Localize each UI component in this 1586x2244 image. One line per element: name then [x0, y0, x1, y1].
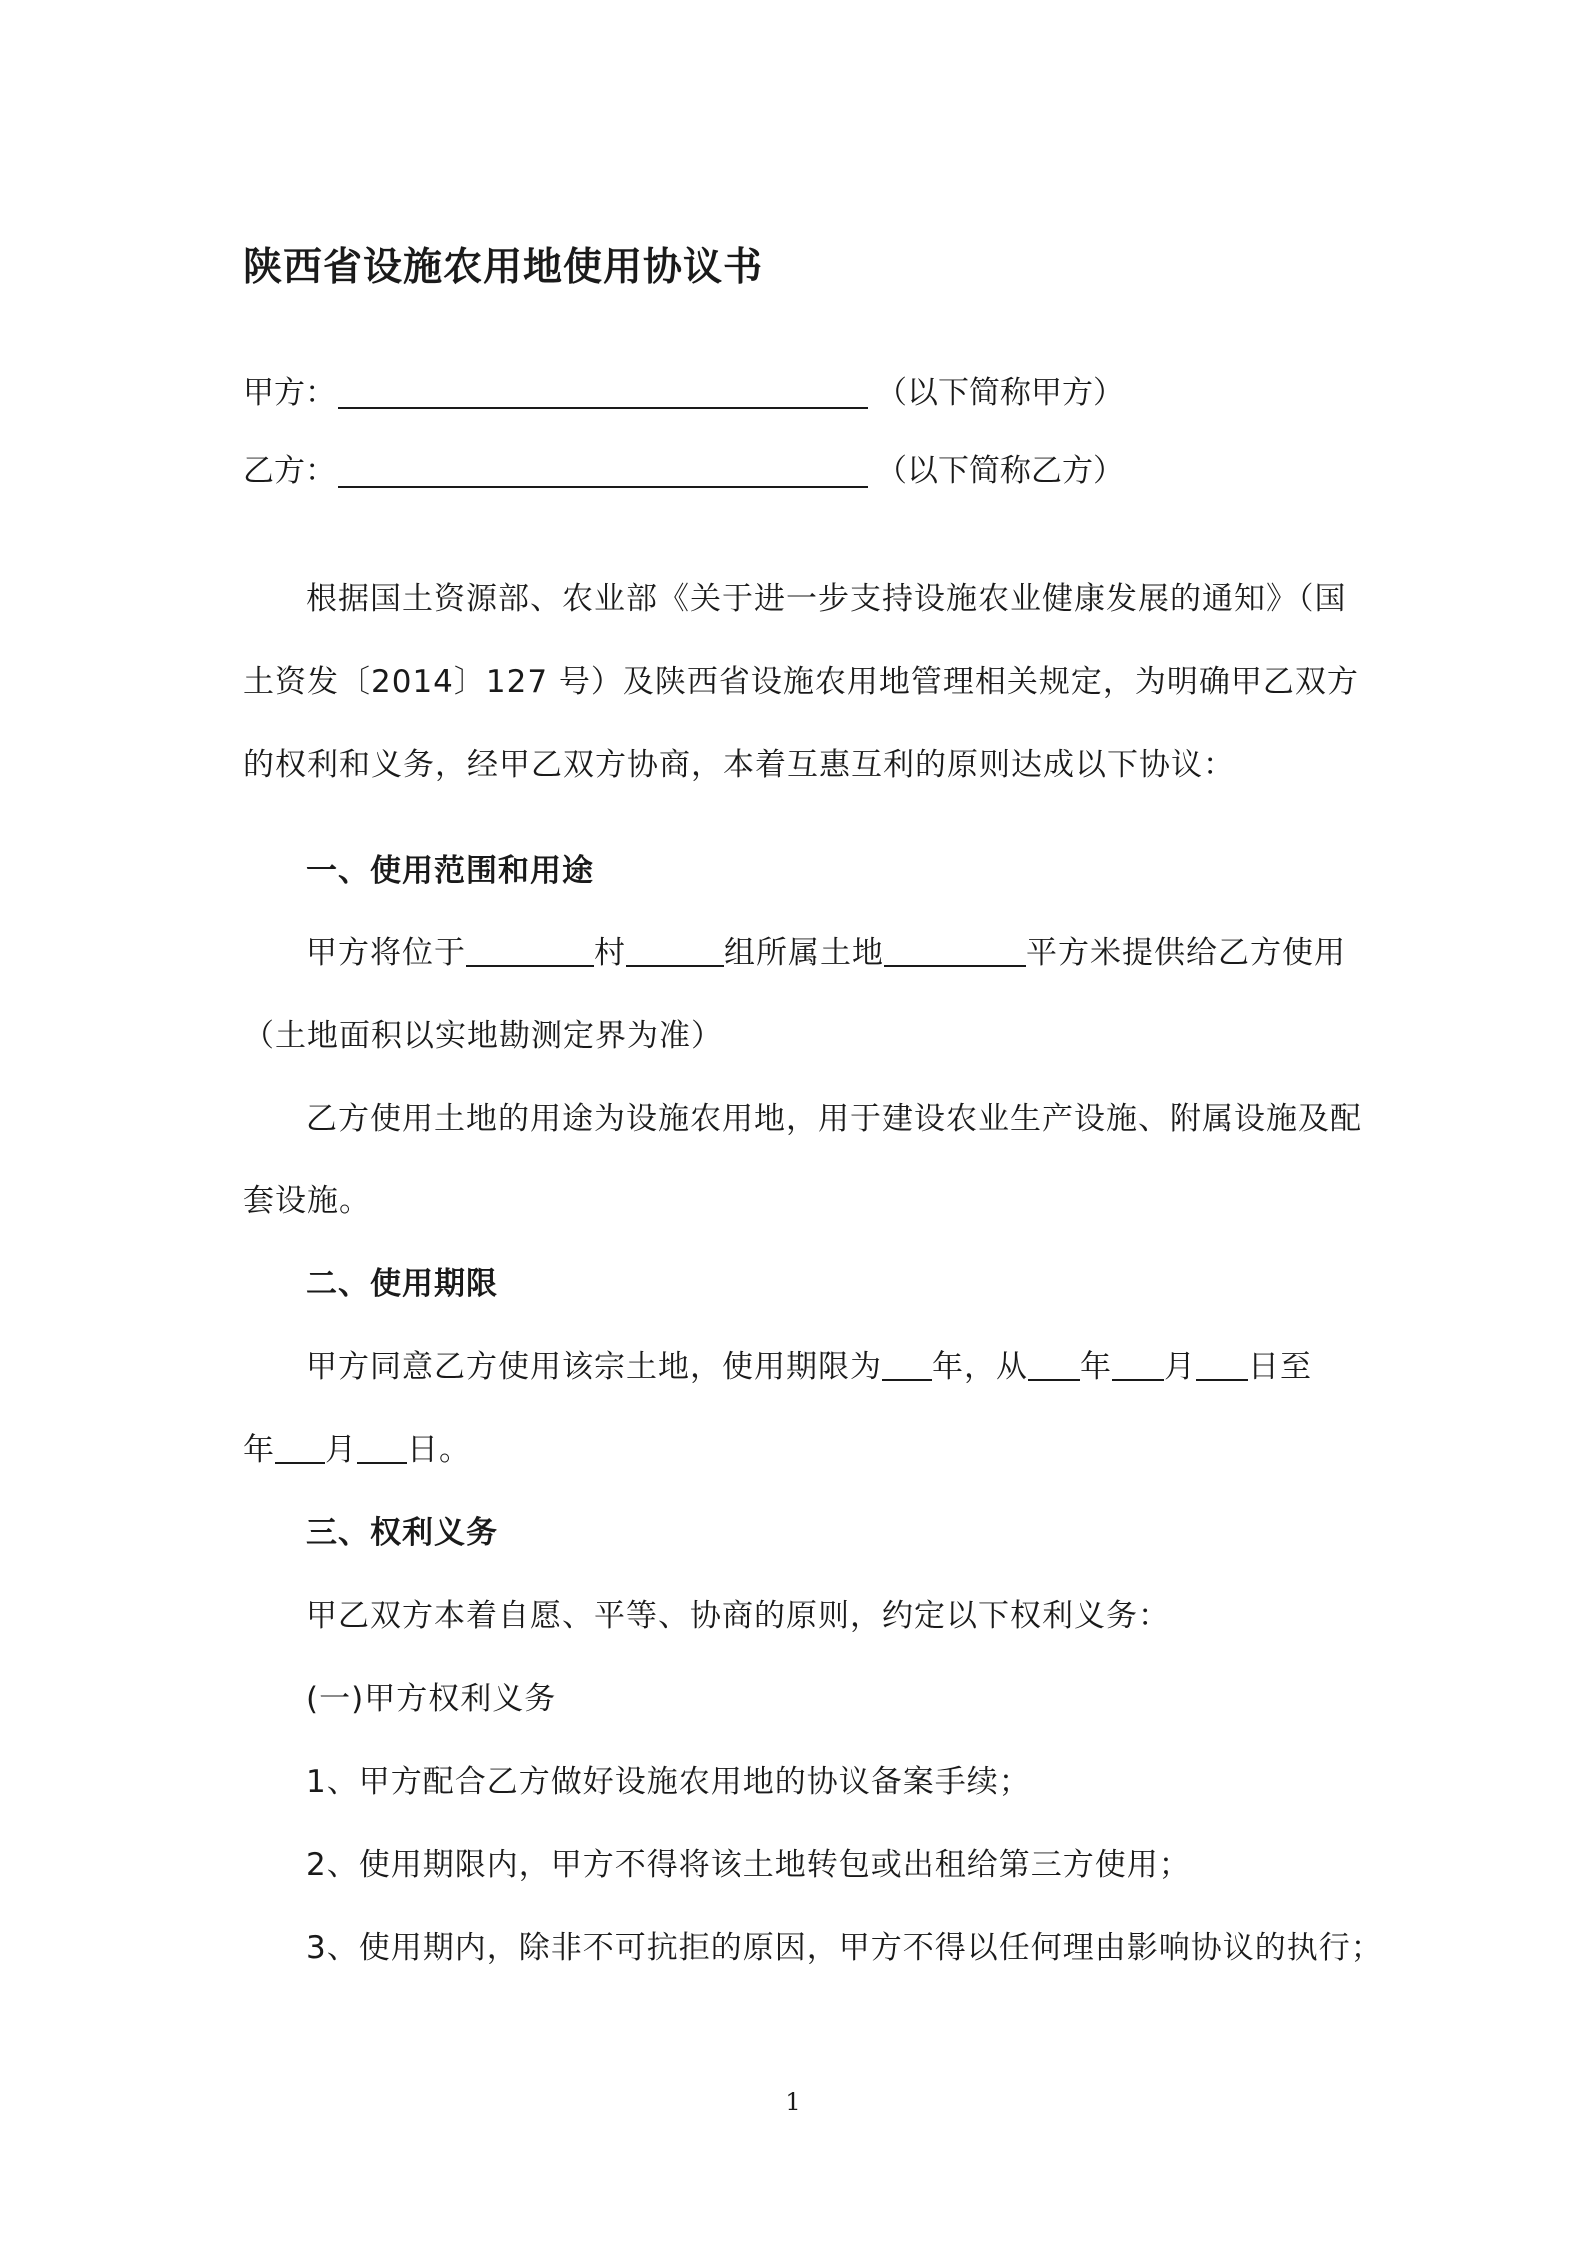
- section-2-text-g: 月: [325, 1432, 357, 1468]
- section-1-text-b: 村: [594, 935, 626, 971]
- party-a-label: 甲方：: [243, 375, 336, 411]
- document-title: 陕西省设施农用地使用协议书: [243, 245, 764, 290]
- section-2-text-h: 日。: [407, 1432, 471, 1468]
- section-1-paragraph-1: [306, 927, 1346, 972]
- intro-line-3: 的权利和义务，经甲乙双方协商，本着互惠互利的原则达成以下协议：: [243, 747, 1235, 783]
- section-1-heading: 一、使用范围和用途: [306, 853, 594, 889]
- party-b-note: （以下简称乙方）: [876, 453, 1124, 489]
- village-blank[interactable]: [466, 935, 594, 967]
- section-2-paragraph-line-2: [243, 1424, 471, 1469]
- party-b-label: 乙方：: [243, 453, 336, 489]
- section-3-item-2: 2、使用期限内，甲方不得将该土地转包或出租给第三方使用；: [306, 1847, 1191, 1883]
- section-1-text-c: 组所属土地: [724, 935, 884, 971]
- section-2-text-a: 甲方同意乙方使用该宗土地，使用期限为: [306, 1349, 882, 1385]
- start-month-blank[interactable]: [1112, 1349, 1164, 1381]
- section-1-paragraph-2-line-1: 乙方使用土地的用途为设施农用地，用于建设农业生产设施、附属设施及配: [306, 1101, 1362, 1137]
- start-year-blank[interactable]: [1028, 1349, 1080, 1381]
- party-b-blank[interactable]: [338, 486, 868, 488]
- intro-line-2: 土资发〔2014〕127 号）及陕西省设施农用地管理相关规定，为明确甲乙双方: [243, 664, 1359, 700]
- start-day-blank[interactable]: [1196, 1349, 1248, 1381]
- section-3-subheading-1: (一)甲方权利义务: [306, 1681, 557, 1717]
- section-1-paragraph-1-line-2: （土地面积以实地勘测定界为准）: [243, 1018, 723, 1054]
- party-a-note: （以下简称甲方）: [876, 375, 1124, 411]
- section-2-text-d: 月: [1164, 1349, 1196, 1385]
- section-3-item-3: 3、使用期内，除非不可抗拒的原因，甲方不得以任何理由影响协议的执行；: [306, 1930, 1383, 1966]
- end-day-blank[interactable]: [357, 1432, 407, 1464]
- section-3-heading: 三、权利义务: [306, 1515, 498, 1551]
- area-blank[interactable]: [884, 935, 1026, 967]
- term-years-blank[interactable]: [882, 1349, 932, 1381]
- section-1-paragraph-2-line-2: 套设施。: [243, 1183, 371, 1219]
- section-2-text-c: 年: [1080, 1349, 1112, 1385]
- section-2-text-b: 年，从: [932, 1349, 1028, 1385]
- section-2-heading: 二、使用期限: [306, 1266, 498, 1302]
- intro-line-1: 根据国土资源部、农业部《关于进一步支持设施农业健康发展的通知》（国: [306, 581, 1347, 617]
- section-3-paragraph: 甲乙双方本着自愿、平等、协商的原则，约定以下权利义务：: [306, 1598, 1170, 1634]
- group-blank[interactable]: [626, 935, 724, 967]
- section-1-text-a: 甲方将位于: [306, 935, 466, 971]
- section-2-text-f: 年: [243, 1432, 275, 1468]
- section-3-item-1: 1、甲方配合乙方做好设施农用地的协议备案手续；: [306, 1764, 1031, 1800]
- section-2-text-e: 日至: [1248, 1349, 1312, 1385]
- section-2-paragraph: [306, 1341, 1312, 1386]
- party-a-blank[interactable]: [338, 407, 868, 409]
- section-1-text-d: 平方米提供给乙方使用: [1026, 935, 1346, 971]
- page-number: 1: [785, 2088, 801, 2116]
- end-month-blank[interactable]: [275, 1432, 325, 1464]
